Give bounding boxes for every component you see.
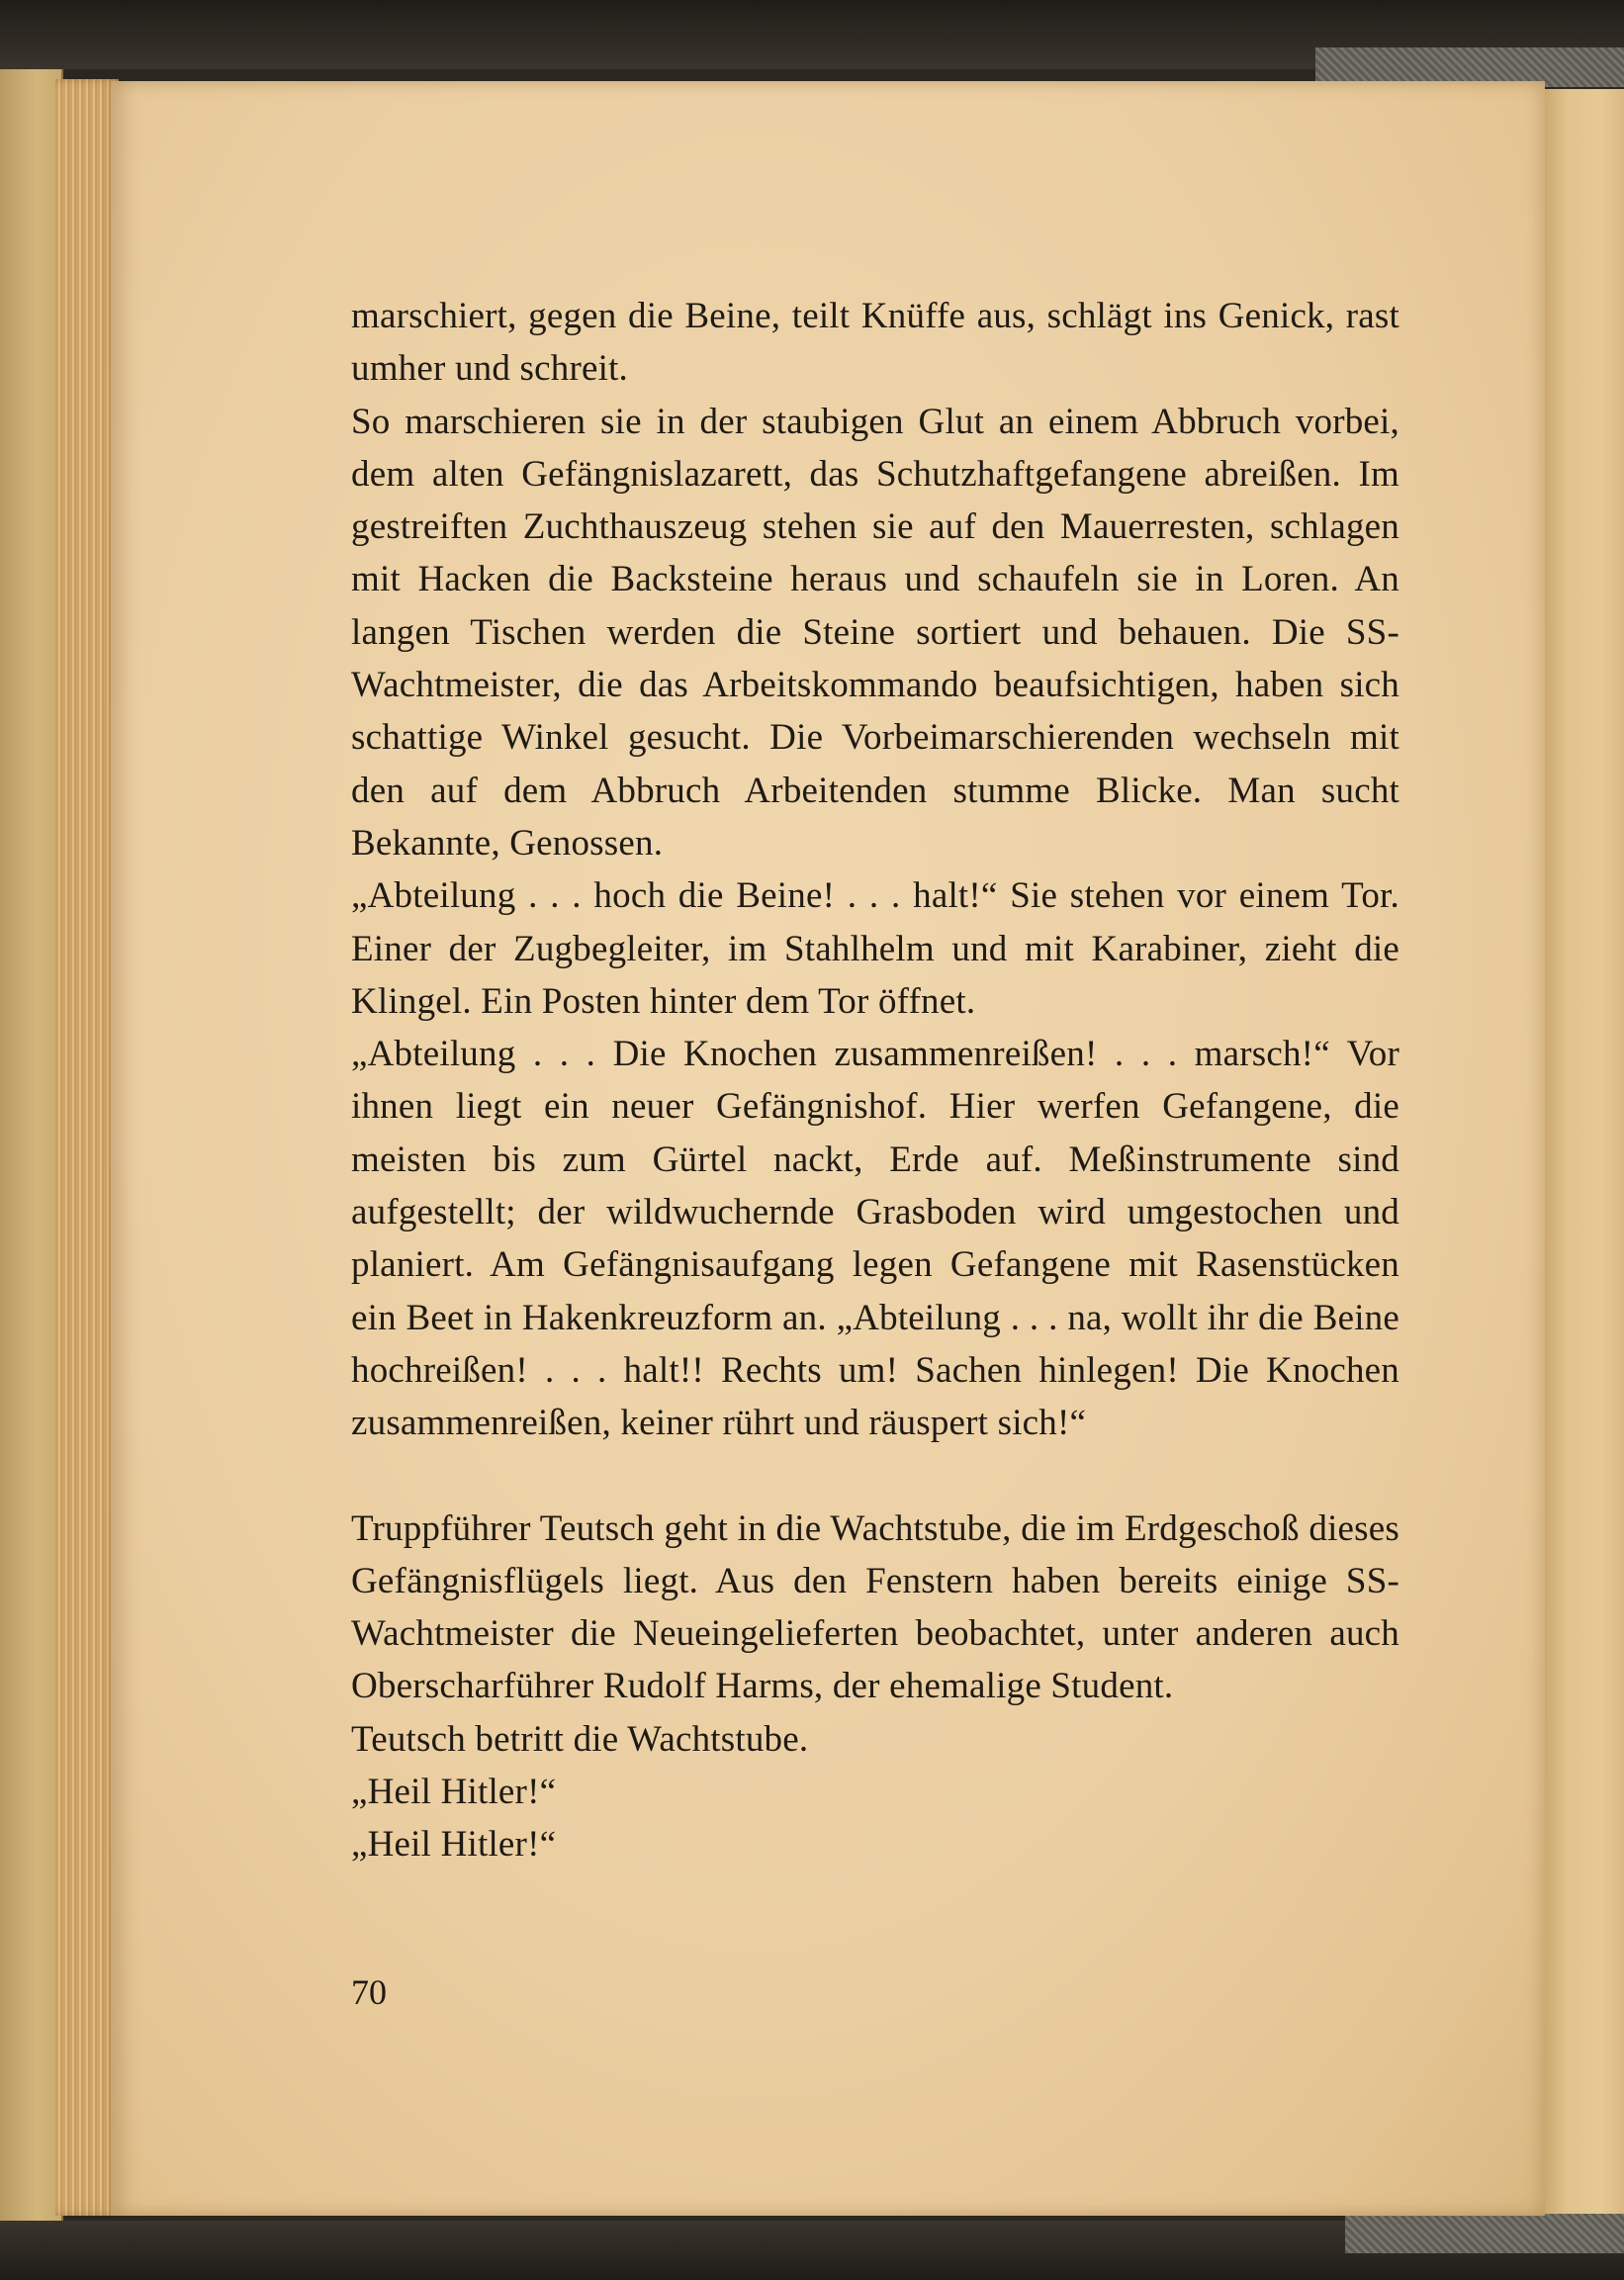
facing-page-edge bbox=[1539, 89, 1624, 2214]
paragraph: „Heil Hitler!“ bbox=[351, 1824, 557, 1866]
paragraph: Teutsch betritt die Wachtstube. bbox=[351, 1718, 809, 1760]
paragraph: Truppführer Teutsch geht in die Wachtstube, die im Erdgeschoß dieses Gefängnisflügels liegt. Aus den Fenstern haben bereits einige SS-Wachtmeister die Neueingelieferten beobachtet, unter anderen auch Oberscharführer Rudolf Harms, der ehemalige Student. bbox=[351, 1507, 1399, 1707]
paragraph: marschiert, gegen die Beine, teilt Knüffe aus, schlägt ins Genick, rast umher und schreit. bbox=[351, 296, 1399, 390]
page-edges bbox=[55, 79, 119, 2216]
page-number: 70 bbox=[351, 1972, 387, 2012]
book-cover-edge bbox=[0, 69, 63, 2221]
paragraph: „Heil Hitler!“ bbox=[351, 1772, 557, 1813]
page-text bbox=[351, 290, 1399, 1871]
paragraph: „Abteilung . . . Die Knochen zusammenreißen! . . . marsch!“ Vor ihnen liegt ein neuer Gefängnishof. Hier werfen Gefangene, die meisten bis zum Gürtel nackt, Erde auf. Meßinstrumente sind aufgestellt; der wildwuchernde Grasboden wird umgestochen und planiert. Am Gefängnisaufgang legen Gefangene mit Rasenstücken ein Beet in Hakenkreuzform an. „Abteilung . . . na, wollt ihr die Beine hochreißen! . . . halt!! Rechts um! Sachen hinlegen! Die Knochen zusammenreißen, keiner rührt und räuspert sich!“ bbox=[351, 1034, 1399, 1444]
paragraph: So marschieren sie in der staubigen Glut an einem Abbruch vorbei, dem alten Gefängnislazarett, das Schutzhaftgefangene abreißen. Im gestreiften Zuchthauszeug stehen sie auf den Mauerresten, schlagen mit Hacken die Backsteine heraus und schaufeln sie in Loren. An langen Tischen werden die Steine sortiert und behauen. Die SS-Wachtmeister, die das Arbeitskommando beaufsichtigen, haben sich schattige Winkel gesucht. Die Vorbeimarschierenden wechseln mit den auf dem Abbruch Arbeitenden stumme Blicke. Man sucht Bekannte, Genossen. bbox=[351, 401, 1399, 864]
cloth-binding-corner bbox=[1345, 2214, 1624, 2253]
paragraph: „Abteilung . . . hoch die Beine! . . . halt!“ Sie stehen vor einem Tor. Einer der Zugbegleiter, im Stahlhelm und mit Karabiner, zieht die Klingel. Ein Posten hinter dem Tor öffnet. bbox=[351, 875, 1399, 1022]
